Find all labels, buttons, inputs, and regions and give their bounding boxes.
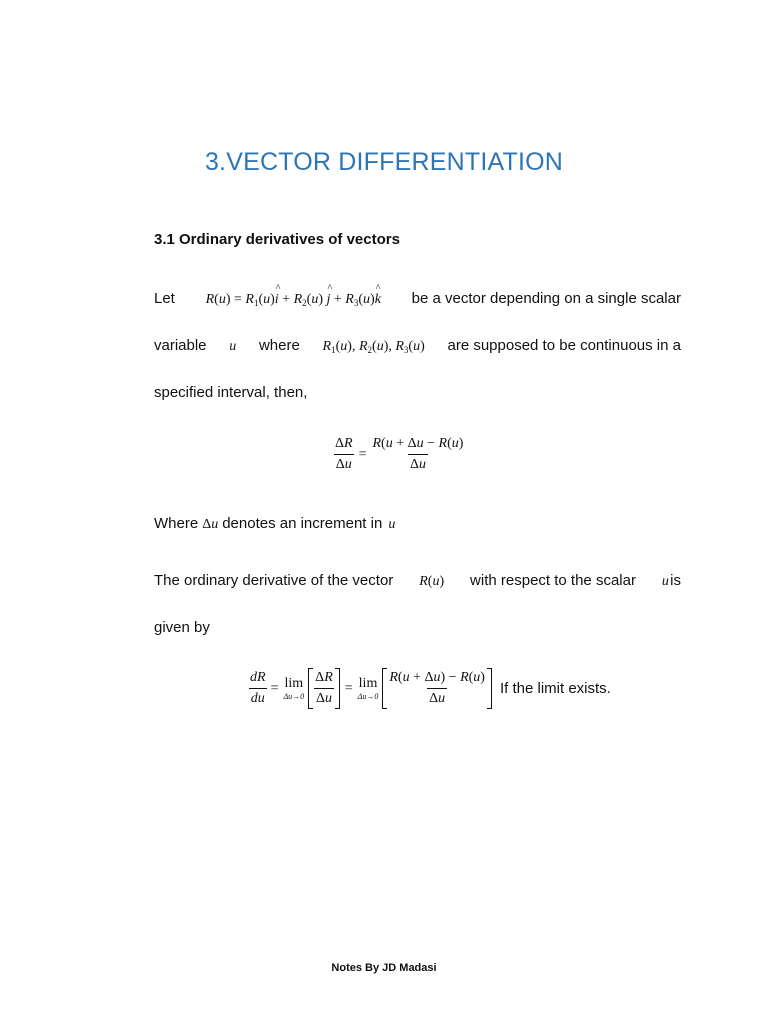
text-denotes-increment: denotes an increment in	[222, 515, 383, 532]
text-with-respect: with respect to the scalar	[470, 572, 636, 589]
text-ordinary-derivative: The ordinary derivative of the vector	[154, 572, 394, 589]
vector-r-of-u: R(u)	[419, 574, 445, 589]
text-given-by: given by	[154, 619, 210, 636]
paragraph-line-1	[154, 290, 681, 308]
variable-u-2: u	[388, 517, 396, 532]
difference-quotient-equation: $\frac{\Delta R}{\Delta u}$ = $\frac{R(u + \Delta u - R(u)}{\Delta u}$	[335, 436, 464, 472]
bracket-2: $\frac{R(u + \Delta u) - R(u)}{\Delta u}$	[382, 670, 492, 707]
section-heading: 3.1 Ordinary derivatives of vectors	[154, 231, 400, 248]
derivative-line	[154, 572, 681, 590]
derivative-definition-equation: $\frac{dR}{du}$ = lim Δu→0 $\frac{\Delta R}{\Delta u}$ = lim Δu→0 $\frac{R(u + \Delta u) - R(u)}{\Delta u}$ If the limit exists.	[250, 670, 611, 706]
page-title: 3.VECTOR DIFFERENTIATION	[204, 148, 564, 176]
text-where: where	[258, 337, 300, 354]
text-limit-exists: If the limit exists.	[499, 680, 611, 697]
text-vector-depending: be a vector depending on a single scalar	[411, 290, 681, 307]
increment-line	[154, 515, 681, 533]
given-by-line	[154, 619, 681, 636]
components-formula: $R_1(u)$, $R_2(u)$, $R_3(u)$	[322, 339, 425, 355]
delta-u-symbol: Δu	[202, 517, 219, 532]
limit-operator-2: lim Δu→0	[357, 676, 379, 701]
bracket-1: $\frac{\Delta R}{\Delta u}$	[308, 670, 340, 707]
variable-u: u	[229, 339, 237, 354]
text-let: Let	[154, 290, 175, 307]
page-footer: Notes By JD Madasi	[331, 962, 437, 974]
paragraph-line-2	[154, 337, 681, 355]
limit-operator-1: lim Δu→0	[283, 676, 305, 701]
text-u-is: u is	[661, 572, 681, 589]
text-is: is	[670, 572, 681, 589]
text-specified-interval: specified interval, then,	[154, 384, 308, 401]
fraction-difference: $\frac{R(u + \Delta u - R(u)}{\Delta u}$	[372, 436, 464, 472]
vector-definition-formula: $R(u) = R_1(u)\^{}$ $i + R_2(u)$ ^ $j + R_3(u)\^{}$ k	[206, 292, 381, 308]
text-where-increment: Where	[154, 515, 199, 532]
fraction-dr-du: $\frac{dR}{du}$	[250, 670, 266, 706]
paragraph-line-3	[154, 384, 681, 401]
fraction-delta-r-delta-u: $\frac{\Delta R}{\Delta u}$	[335, 436, 353, 472]
text-variable: variable	[154, 337, 207, 354]
text-continuous: are supposed to be continuous in a	[447, 337, 681, 354]
